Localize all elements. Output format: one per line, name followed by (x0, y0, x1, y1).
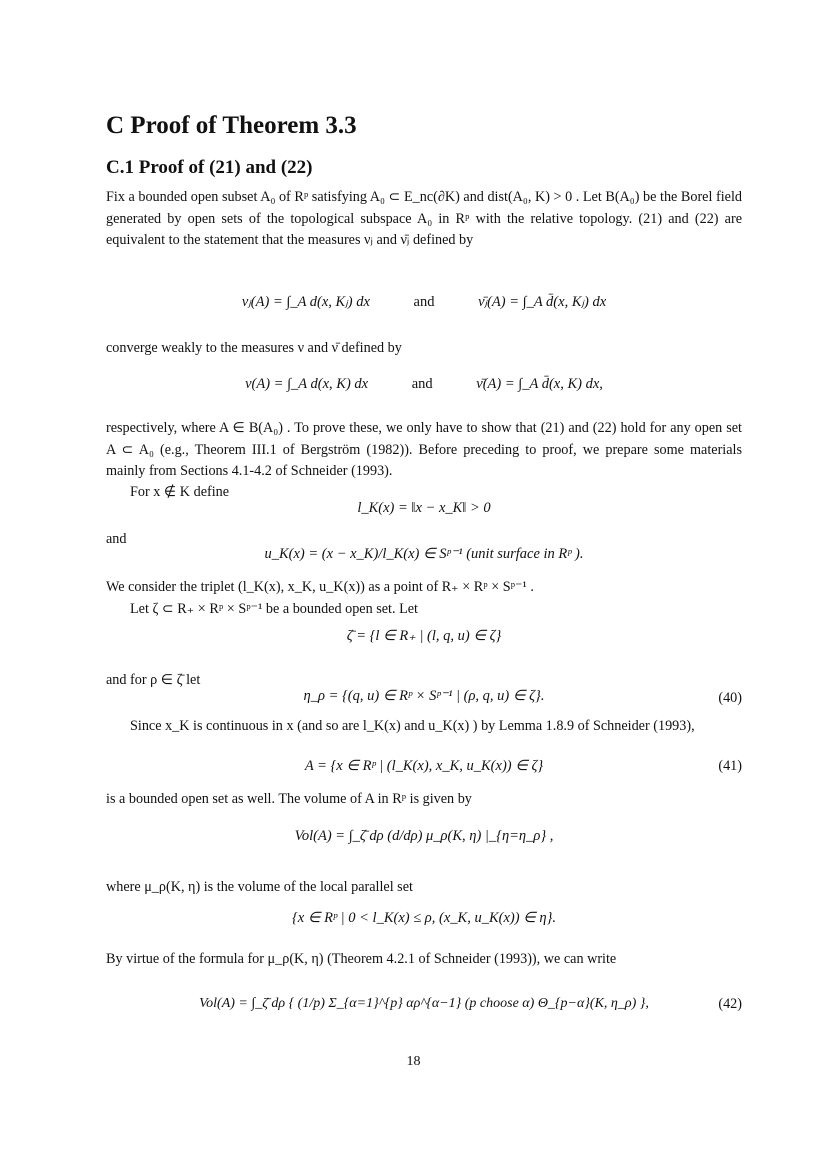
equation-nu (106, 376, 742, 398)
paragraph-by-virtue: By virtue of the formula for μ_ρ(K, η) (Theorem 4.2.1 of Schneider (1993)), we can write (106, 951, 617, 967)
equation-lk: l_K(x) = ‖x − x_K‖ > 0 (357, 500, 491, 516)
equation-nu-and: and (411, 376, 433, 392)
equation-local-parallel-set: {x ∈ Rᵖ | 0 < l_K(x) ≤ ρ, (x_K, u_K(x)) ∈ η}. (291, 910, 557, 926)
paragraph-and: and (106, 531, 127, 547)
section-title: C Proof of Theorem 3.3 (106, 112, 357, 139)
paragraph-respectively: respectively, where A ∈ B(A₀) . To prove these, we only have to show that (21) and (22) hold for any open set A ⊂ A₀ (e.g., Theorem III.1 of Bergström (1982)). Before preceding to proof, we prepare some materials mainly from Sections 4.1-4.2 of Schneider (1993). (106, 420, 742, 480)
paragraph-triplet: We consider the triplet (l_K(x), x_K, u_K(x)) as a point of R₊ × Rᵖ × Sᵖ⁻¹ . (106, 579, 534, 595)
paragraph-converge: converge weakly to the measures ν and ν̄ defined by (106, 340, 402, 356)
equation-number-42: (42) (718, 996, 742, 1012)
equation-nu-j-and: and (413, 294, 435, 310)
paragraph-let-zeta: Let ζ ⊂ R₊ × Rᵖ × Sᵖ⁻¹ be a bounded open set. Let (130, 601, 418, 617)
equation-nu-j (106, 294, 742, 316)
equation-nu-left: ν(A) = ∫_A d(x, K) dx (245, 376, 369, 392)
equation-number-41: (41) (718, 758, 742, 774)
equation-set-a: A = {x ∈ Rᵖ | (l_K(x), x_K, u_K(x)) ∈ ζ} (304, 758, 544, 774)
equation-uk: u_K(x) = (x − x_K)/l_K(x) ∈ Sᵖ⁻¹ (unit surface in Rᵖ ). (264, 546, 584, 562)
page-number: 18 (406, 1054, 421, 1069)
paragraph-where: where μ_ρ(K, η) is the volume of the local parallel set (106, 879, 413, 895)
equation-eta-rho: η_ρ = {(q, u) ∈ Rᵖ × Sᵖ⁻¹ | (ρ, q, u) ∈ ζ}. (303, 688, 545, 704)
equation-zeta-bar: ζ̄ = {l ∈ R₊ | (l, q, u) ∈ ζ} (346, 628, 502, 644)
equation-nu-right: ν̄(A) = ∫_A d̄(x, K) dx, (476, 376, 603, 392)
paragraph-for-x: For x ∉ K define (130, 484, 230, 500)
paragraph-for-rho: and for ρ ∈ ζ̄ let (106, 672, 201, 688)
equation-vol-2: Vol(A) = ∫_ζ̄ dρ { (1/p) Σ_{α=1}^{p} αρ^{α−1} (p choose α) Θ_{p−α}(K, η_ρ) }, (199, 996, 649, 1011)
paragraph-since: Since x_K is continuous in x (and so are l_K(x) and u_K(x) ) by Lemma 1.8.9 of Schneider (1993), (130, 718, 695, 734)
paragraph-volume: is a bounded open set as well. The volume of A in Rᵖ is given by (106, 791, 472, 807)
equation-nu-j-left: νⱼ(A) = ∫_A d(x, Kⱼ) dx (241, 294, 370, 310)
equation-vol-1: Vol(A) = ∫_ζ̄ dρ (d/dρ) μ_ρ(K, η) |_{η=η_ρ} , (294, 828, 554, 844)
equation-number-40: (40) (718, 690, 742, 706)
equation-nu-j-right: ν̄ⱼ(A) = ∫_A d̄(x, Kⱼ) dx (478, 294, 607, 310)
subsection-title: C.1 Proof of (21) and (22) (106, 157, 313, 178)
paragraph-intro: Fix a bounded open subset A₀ of Rᵖ satisfying A₀ ⊂ E_nc(∂K) and dist(A₀, K) > 0 . Let B(A₀) be the Borel field generated by open sets of the topological subspace A₀ in Rᵖ with the relative topology. (21) and (22) are equivalent to the statement that the measures νⱼ and ν̄ⱼ defined by (106, 189, 742, 249)
